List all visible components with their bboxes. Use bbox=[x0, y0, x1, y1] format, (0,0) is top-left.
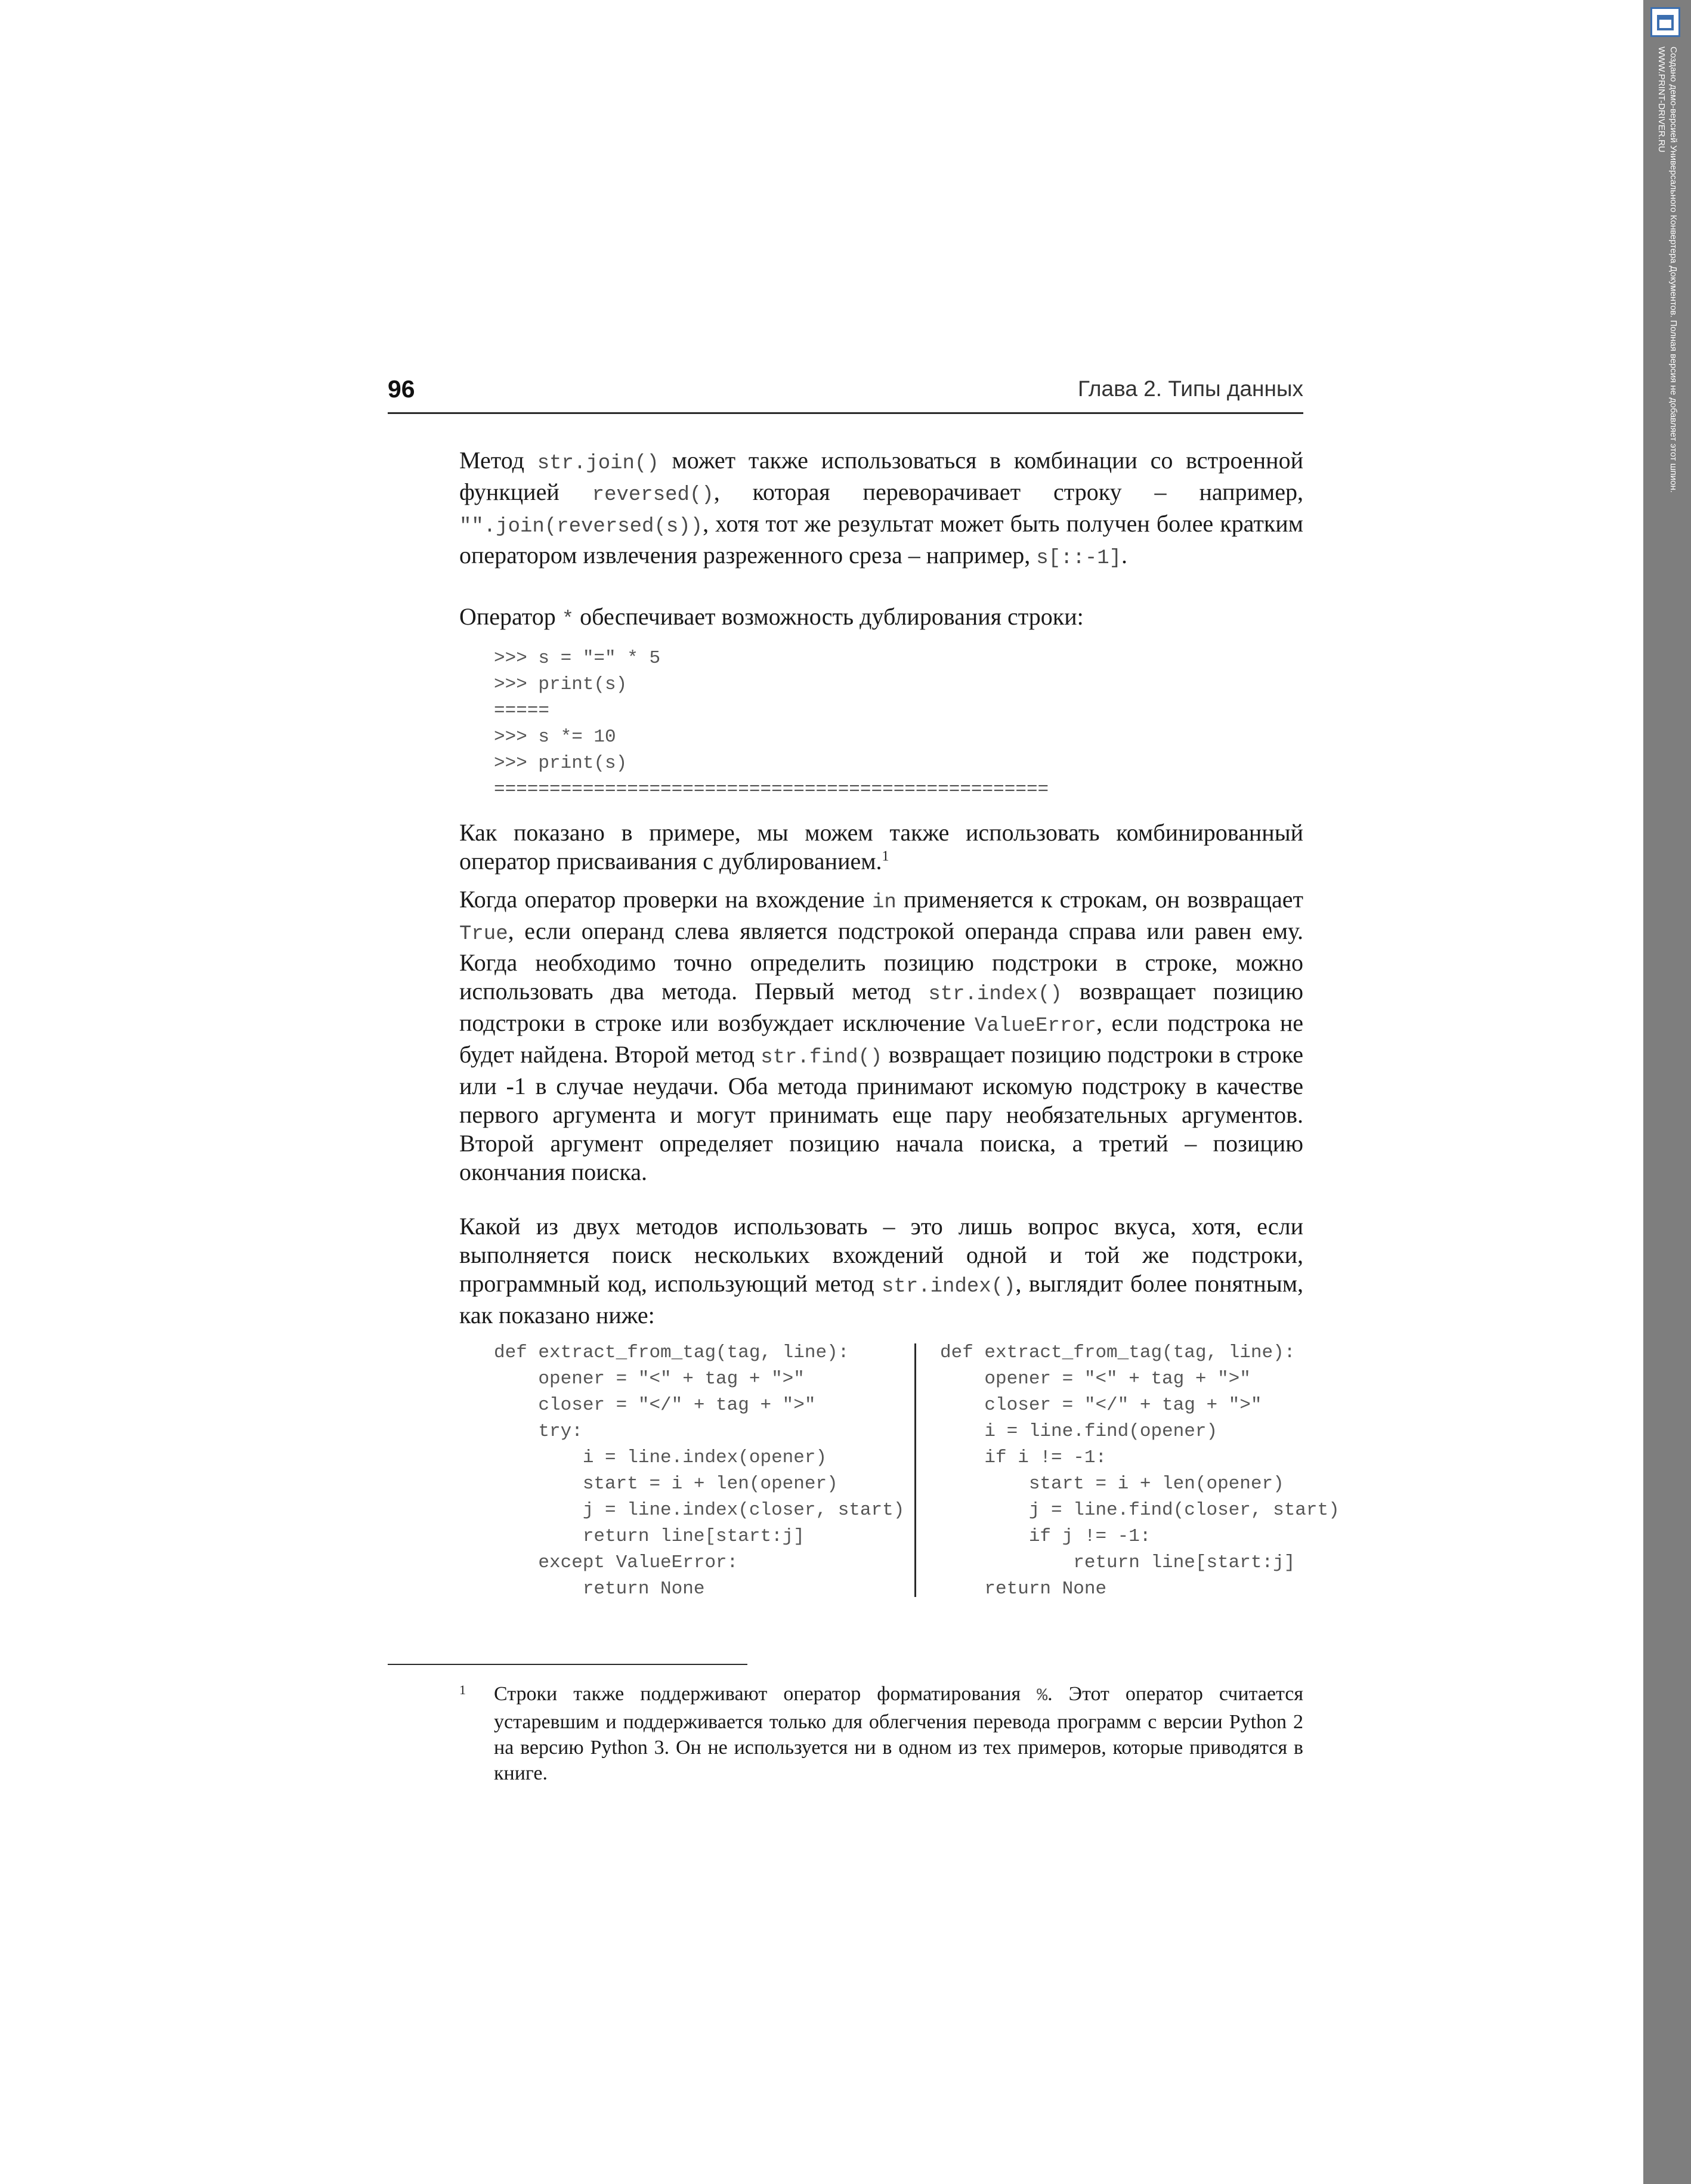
paragraph-augmented-assignment: Как показано в примере, мы можем также использовать комбинированный оператор присваивания с дублированием.$^1$ bbox=[459, 819, 1303, 875]
footnote-text: Строки также поддерживают оператор форматирования %. Этот оператор считается устаревшим и поддерживается только для облегчения перевода программ с версии Python 2 на версию Python 3. Он не используется ни в одном из тех примеров, которые приводятся в книге. bbox=[494, 1683, 1304, 1784]
inline-code: str.join() bbox=[537, 452, 659, 475]
inline-code: % bbox=[1037, 1686, 1048, 1706]
inline-code: s[::-1] bbox=[1036, 547, 1122, 570]
footnote-rule bbox=[388, 1664, 747, 1665]
inline-code: str.index() bbox=[928, 983, 1062, 1006]
code-example-find-version: def extract_from_tag(tag, line): opener = "<" + tag + ">" closer = "</" + tag + ">" i = line.find(opener) if i != -1: start = i + len(opener) j = line.find(closer, start) if j != -1: return line[start:j] return None bbox=[940, 1342, 1340, 1599]
running-header bbox=[388, 373, 1303, 414]
paragraph-in-index-find: Когда оператор проверки на вхождение in применяется к строкам, он возвращает True, если операнд слева является подстрокой операнда справа или равен ему. Когда необходимо точно определить позицию подстроки в строке, можно использовать два метода. Первый метод str.index() возвращает позицию подстроки в строке или возбуждает исключение ValueError, если подстрока не будет найдена. Второй метод str.find() возвращает позицию подстроки в строке или -1 в случае неудачи. Оба метода принимают искомую подстроку в качестве первого аргумента и могут принимать еще пару необязательных аргументов. Второй аргумент определяет позицию начала поиска, а третий – позицию окончания поиска. bbox=[459, 886, 1304, 1185]
paragraph-choose-method: Какой из двух методов использовать – это лишь вопрос вкуса, хотя, если выполняется поиск нескольких вхождений одной и той же подстроки, программный код, использующий метод str.index(), выглядит более понятным, как показано ниже: bbox=[459, 1213, 1303, 1329]
inline-code: in bbox=[871, 891, 896, 914]
paragraph-repeat-operator: Оператор * обеспечивает возможность дублирования строки: bbox=[459, 603, 1084, 631]
inline-code: ValueError bbox=[974, 1015, 1096, 1037]
watermark-strip bbox=[1643, 0, 1691, 2184]
paragraph-join: Метод str.join() может также использоваться в комбинации со встроенной функцией reversed(), которая переворачивает строку – например, "".join(reversed(s)), хотя тот же результат может быть получен более кратким оператором извлечения разреженного среза – например, s[::-1]. bbox=[459, 447, 1303, 570]
inline-code: str.find() bbox=[761, 1046, 883, 1069]
chapter-title: Глава 2. Типы данных bbox=[1077, 376, 1303, 401]
inline-code: * bbox=[561, 608, 574, 631]
code-example-index-version: def extract_from_tag(tag, line): opener = "<" + tag + ">" closer = "</" + tag + ">" try: i = line.index(opener) start = i + len(opener) j = line.index(closer, start) return line[start:j] except ValueError: return None bbox=[494, 1342, 905, 1599]
code-example-repeat: >>> s = "=" * 5 >>> print(s) ===== >>> s *= 10 >>> print(s) ================================================== bbox=[494, 648, 1049, 800]
converter-logo-icon bbox=[1650, 7, 1680, 37]
footnote-number: 1 bbox=[459, 1682, 466, 1697]
watermark-text: Создано демо-версией Универсального Конвертера Документов. Полная версия не добавляет этот шпион. WWW.PRINT-DRIVER.RU bbox=[1656, 47, 1678, 493]
inline-code: True bbox=[459, 923, 508, 946]
code-column-divider bbox=[914, 1343, 916, 1597]
inline-code: "".join(reversed(s)) bbox=[459, 515, 703, 538]
footnote-reference: 1 bbox=[882, 848, 889, 864]
inline-code: str.index() bbox=[882, 1275, 1016, 1298]
page-number: 96 bbox=[388, 375, 415, 403]
inline-code: reversed() bbox=[592, 484, 714, 506]
